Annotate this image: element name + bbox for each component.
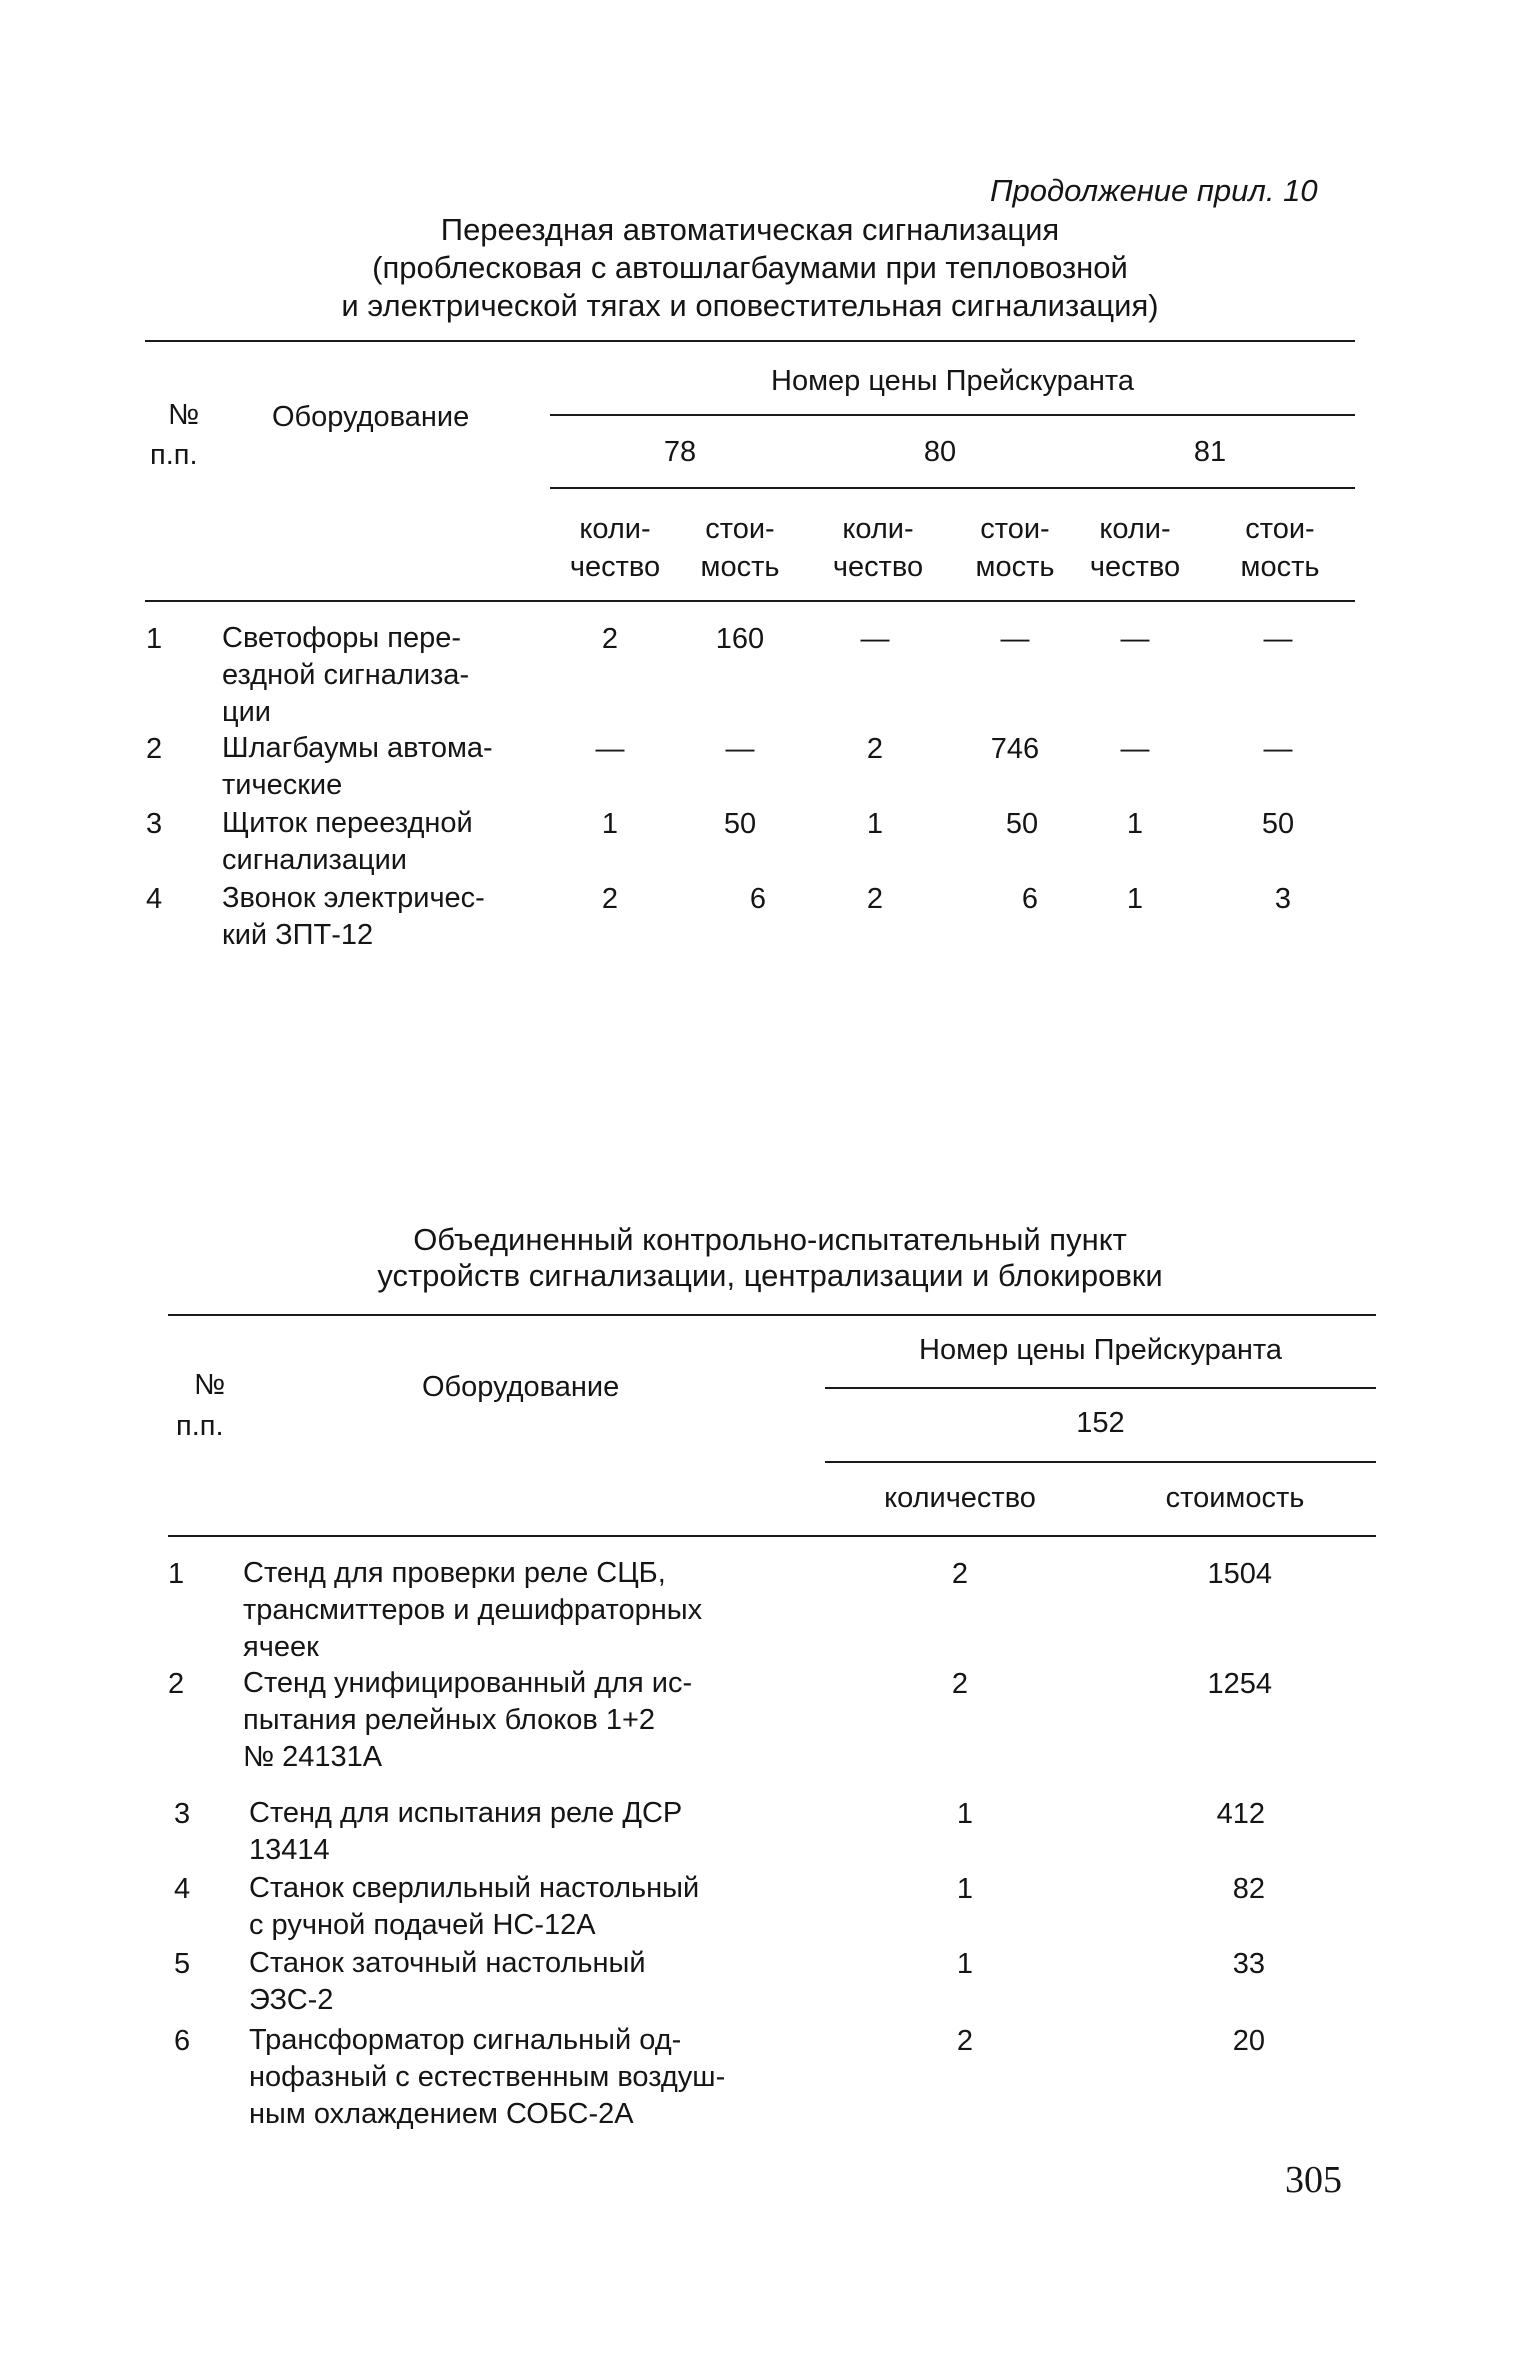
- cell-cost: 20: [1232, 2025, 1265, 2057]
- cell-qty-78: 2: [601, 623, 619, 655]
- cell-cost-81: —: [1263, 623, 1293, 655]
- cell-qty: 2: [951, 1558, 969, 1590]
- row-number: 5: [174, 1948, 191, 1980]
- table1-sub-qty-81-line2: чество: [1089, 551, 1181, 583]
- table2-price-rule: [825, 1461, 1376, 1463]
- table1-sub-cost-81-line2: мость: [1240, 551, 1320, 583]
- cell-qty: 1: [956, 1948, 974, 1980]
- cell-qty: 2: [956, 2025, 974, 2057]
- table2-col-no-line1: №: [194, 1369, 226, 1401]
- cell-qty-80: 2: [866, 733, 884, 765]
- table1-sub-qty-78-line1: коли-: [579, 513, 651, 545]
- table1-col-no-line2: п.п.: [150, 439, 198, 471]
- table1-sub-cost-78-line1: стои-: [705, 513, 775, 545]
- page-number: 305: [1285, 2159, 1342, 2201]
- table2-col-equipment: Оборудование: [422, 1371, 620, 1403]
- cell-cost-78: 6: [749, 883, 767, 915]
- cell-qty: 2: [951, 1668, 969, 1700]
- cell-qty: 1: [956, 1873, 974, 1905]
- cell-cost-78: 50: [723, 808, 757, 840]
- row-number: 2: [168, 1668, 185, 1700]
- row-number: 3: [174, 1798, 191, 1830]
- table1-col-equipment: Оборудование: [272, 401, 470, 433]
- cell-qty-78: 1: [601, 808, 619, 840]
- row-equipment: Стенд для испытания реле ДСР 13414: [249, 1797, 683, 1866]
- cell-qty: 1: [956, 1798, 974, 1830]
- table1-col-group: Номер цены Прейскуранта: [771, 365, 1134, 397]
- continuation-note: Продолжение прил. 10: [990, 173, 1318, 208]
- cell-qty-78: —: [595, 733, 625, 765]
- cell-cost-80: —: [1000, 623, 1030, 655]
- table2-header-bottom-rule: [168, 1535, 1376, 1537]
- row-number: 3: [146, 808, 163, 840]
- cell-cost-80: 50: [1005, 808, 1039, 840]
- table2-col-group: Номер цены Прейскуранта: [919, 1334, 1282, 1366]
- table2-sub-cost: стоимость: [1165, 1482, 1305, 1514]
- table1-header-bottom-rule: [145, 600, 1355, 602]
- row-number: 4: [174, 1873, 191, 1905]
- cell-cost-81: —: [1263, 733, 1293, 765]
- cell-qty-80: 2: [866, 883, 884, 915]
- row-number: 1: [168, 1558, 185, 1590]
- cell-cost: 1504: [1207, 1558, 1272, 1590]
- table2-col-no-line2: п.п.: [176, 1410, 224, 1442]
- table1-sub-qty-80-line1: коли-: [842, 513, 914, 545]
- table1-price-rule: [550, 487, 1355, 489]
- table1-title-line3: и электрической тягах и оповестительная сигнализация): [341, 288, 1159, 323]
- table1-title-line2: (проблесковая с автошлагбаумами при тепловозной: [372, 250, 1128, 285]
- cell-qty-80: —: [860, 623, 890, 655]
- cell-cost-80: 746: [990, 733, 1040, 765]
- cell-cost: 82: [1232, 1873, 1265, 1905]
- cell-qty-81: —: [1120, 733, 1150, 765]
- table1-sub-qty-80-line2: чество: [832, 551, 924, 583]
- row-number: 1: [146, 623, 163, 655]
- row-equipment: Трансформатор сигнальный од- нофазный с естественным воздуш- ным охлаждением СОБС-2А: [249, 2024, 726, 2130]
- cell-cost: 1254: [1207, 1668, 1272, 1700]
- table1-sub-cost-81-line1: стои-: [1245, 513, 1315, 545]
- table1-col-no-line1: №: [168, 399, 200, 431]
- cell-cost-81: 50: [1261, 808, 1295, 840]
- cell-cost-78: —: [725, 733, 755, 765]
- table2-top-rule: [168, 1314, 1376, 1316]
- row-equipment: Стенд унифицированный для ис- пытания релейных блоков 1+2 № 24131А: [243, 1667, 693, 1773]
- table2-group-rule: [825, 1387, 1376, 1389]
- row-equipment: Станок заточный настольный ЭЗС-2: [249, 1947, 646, 2016]
- row-equipment: Звонок электричес- кий ЗПТ-12: [222, 882, 485, 951]
- table2-title-line1: Объединенный контрольно-испытательный пункт: [413, 1222, 1127, 1257]
- table2-title-line2: устройств сигнализации, централизации и блокировки: [377, 1258, 1163, 1293]
- row-equipment: Светофоры пере- ездной сигнализа- ции: [222, 622, 470, 728]
- table1-sub-cost-80-line1: стои-: [980, 513, 1050, 545]
- cell-cost: 33: [1232, 1948, 1265, 1980]
- table1-price-80: 80: [923, 436, 957, 468]
- table1-sub-cost-78-line2: мость: [700, 551, 780, 583]
- row-number: 6: [174, 2025, 191, 2057]
- cell-cost: 412: [1216, 1798, 1265, 1830]
- table1-sub-qty-81-line1: коли-: [1099, 513, 1171, 545]
- row-number: 2: [146, 733, 163, 765]
- table1-sub-qty-78-line2: чество: [569, 551, 661, 583]
- row-number: 4: [146, 883, 163, 915]
- cell-cost-80: 6: [1021, 883, 1039, 915]
- table1-top-rule: [145, 340, 1355, 342]
- cell-qty-78: 2: [601, 883, 619, 915]
- cell-cost-78: 160: [715, 623, 765, 655]
- cell-qty-80: 1: [866, 808, 884, 840]
- cell-qty-81: 1: [1126, 883, 1144, 915]
- cell-cost-81: 3: [1274, 883, 1292, 915]
- table1-price-78: 78: [663, 436, 697, 468]
- row-equipment: Стенд для проверки реле СЦБ, трансмиттеров и дешифраторных ячеек: [243, 1557, 703, 1663]
- table2-sub-qty: количество: [884, 1482, 1036, 1514]
- table1-group-rule: [550, 414, 1355, 416]
- cell-qty-81: —: [1120, 623, 1150, 655]
- table2-price-152: 152: [1076, 1407, 1125, 1439]
- row-equipment: Станок сверлильный настольный с ручной подачей НС-12А: [249, 1872, 700, 1941]
- table1-price-81: 81: [1193, 436, 1227, 468]
- table1-title-line1: Переездная автоматическая сигнализация: [440, 212, 1060, 247]
- cell-qty-81: 1: [1126, 808, 1144, 840]
- row-equipment: Шлагбаумы автома- тические: [222, 732, 493, 801]
- row-equipment: Щиток переездной сигнализации: [222, 807, 473, 876]
- table1-sub-cost-80-line2: мость: [975, 551, 1055, 583]
